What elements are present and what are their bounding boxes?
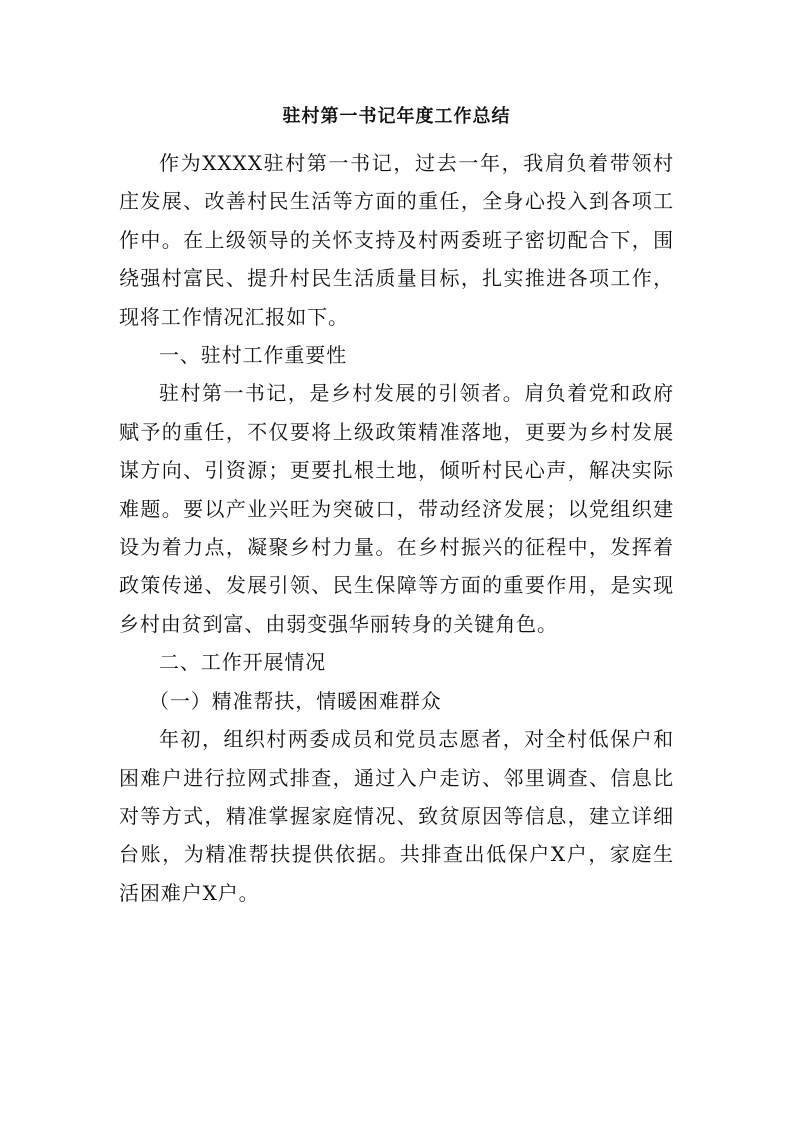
document-content bbox=[119, 104, 674, 912]
subsection-2-1-paragraph: 年初，组织村两委成员和党员志愿者，对全村低保户和困难户进行拉网式排查，通过入户走访、邻里调查、信息比对等方式，精准掌握家庭情况、致贫原因等信息，建立详细台账，为精准帮扶提供依据。共排查出低保户X户，家庭生活困难户X户。 bbox=[119, 727, 674, 905]
section-2-heading: 二、工作开展情况 bbox=[159, 650, 327, 675]
section-1-paragraph: 驻村第一书记，是乡村发展的引领者。肩负着党和政府赋予的重任，不仅要将上级政策精准落地，更要为乡村发展谋方向、引资源；更要扎根土地，倾听村民心声，解决实际难题。要以产业兴旺为突破口，带动经济发展；以党组织建设为着力点，凝聚乡村力量。在乡村振兴的征程中，发挥着政策传递、发展引领、民生保障等方面的重要作用，是实现乡村由贫到富、由弱变强华丽转身的关键角色。 bbox=[119, 381, 674, 636]
section-1-heading: 一、驻村工作重要性 bbox=[159, 343, 348, 368]
intro-paragraph: 作为XXXX驻村第一书记，过去一年，我肩负着带领村庄发展、改善村民生活等方面的重任，全身心投入到各项工作中。在上级领导的关怀支持及村两委班子密切配合下，围绕强村富民、提升村民生活质量目标，扎实推进各项工作，现将工作情况汇报如下。 bbox=[119, 151, 674, 329]
document-title: 驻村第一书记年度工作总结 bbox=[282, 106, 511, 127]
subsection-2-1-heading: （一）精准帮扶，情暖困难群众 bbox=[149, 688, 442, 713]
